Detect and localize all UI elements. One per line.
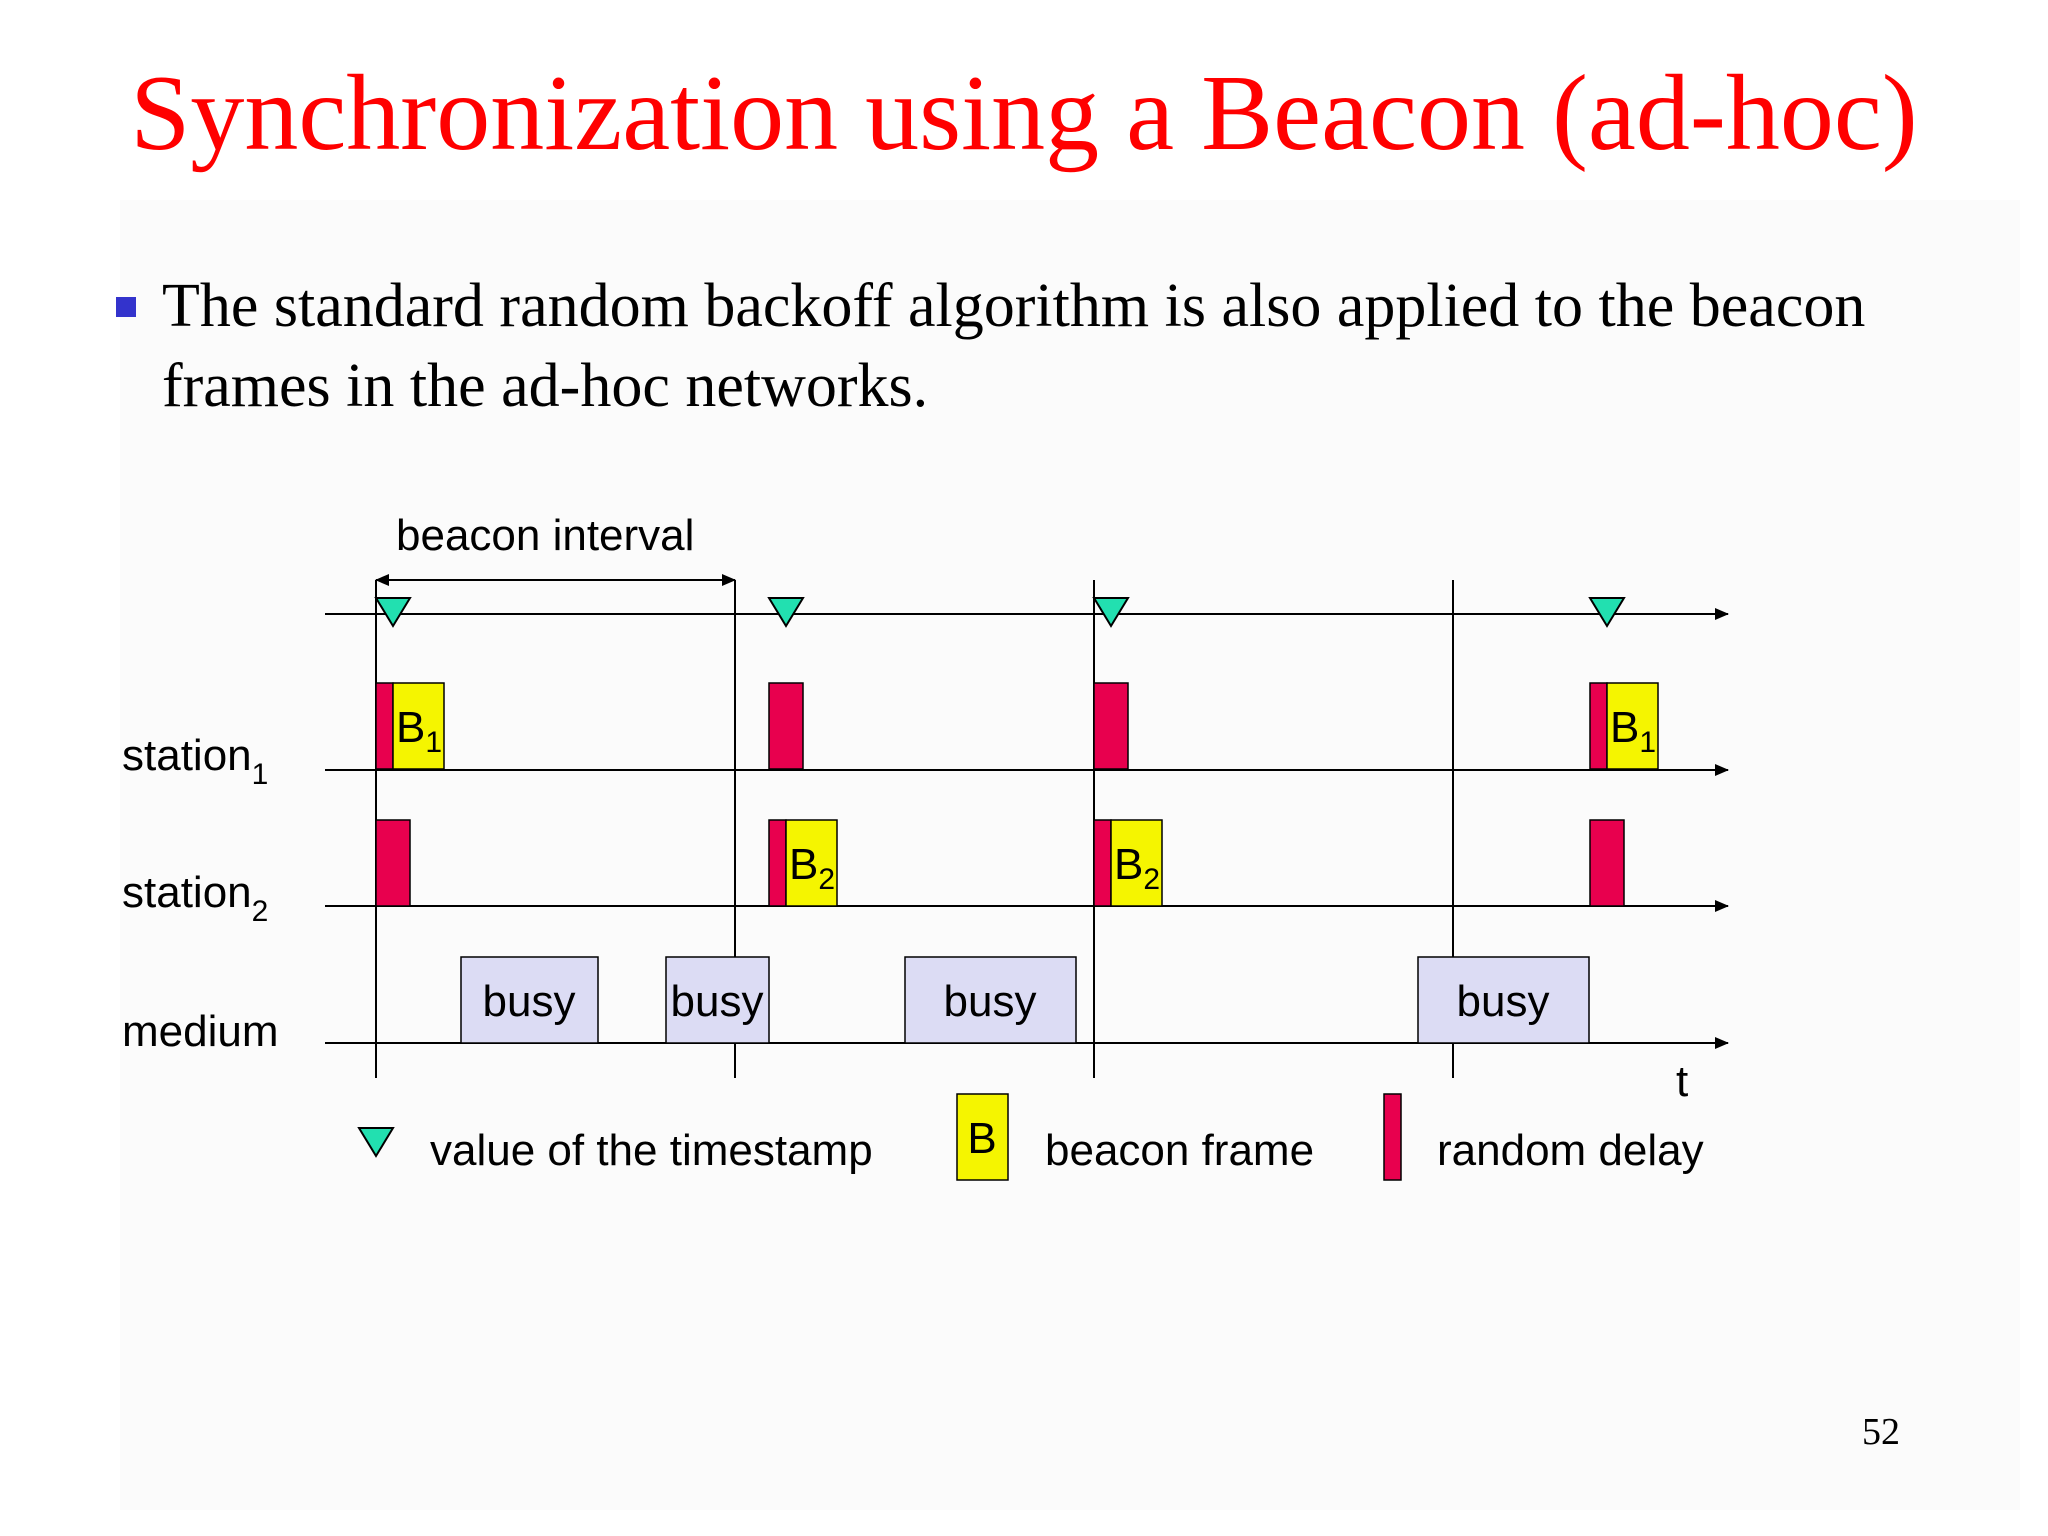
station1-label: station1	[122, 731, 269, 791]
random-delay-bar	[376, 683, 393, 769]
beacon-frame-b2-label: B2	[1114, 840, 1161, 896]
legend-delay-label: random delay	[1437, 1126, 1704, 1175]
random-delay-bar	[1094, 683, 1128, 769]
random-delay-bar	[376, 820, 410, 906]
timestamp-marker	[1590, 598, 1624, 626]
beacon-frame-b2-label: B2	[789, 840, 836, 896]
slide-title: Synchronization using a Beacon (ad-hoc)	[130, 54, 1918, 173]
beacon-frame-b1-label: B1	[1610, 703, 1657, 759]
busy-label: busy	[1456, 977, 1550, 1026]
time-axis-label: t	[1676, 1057, 1689, 1106]
timestamp-marker	[376, 598, 410, 626]
random-delay-bar	[769, 683, 803, 769]
beacon-frame-b1-label: B1	[396, 703, 443, 759]
busy-label: busy	[482, 977, 576, 1026]
legend-delay-icon	[1384, 1094, 1401, 1180]
timestamp-marker	[769, 598, 803, 626]
legend-beacon-label: beacon frame	[1045, 1126, 1315, 1175]
station2-label: station2	[122, 868, 269, 928]
page-number: 52	[1862, 1411, 1900, 1453]
random-delay-bar	[1590, 683, 1607, 769]
legend-timestamp-label: value of the timestamp	[430, 1126, 873, 1175]
random-delay-bar	[1094, 820, 1111, 906]
random-delay-bar	[1590, 820, 1624, 906]
legend-beacon-symbol: B	[967, 1114, 997, 1163]
busy-label: busy	[943, 977, 1037, 1026]
busy-label: busy	[670, 977, 764, 1026]
beacon-interval-label: beacon interval	[396, 511, 695, 560]
bullet-text: The standard random backoff algorithm is also applied to the beacon frames in the ad-hoc networks.	[162, 272, 1866, 420]
medium-label: medium	[122, 1007, 279, 1056]
legend-timestamp-icon	[359, 1128, 393, 1156]
timestamp-marker	[1094, 598, 1128, 626]
random-delay-bar	[769, 820, 786, 906]
